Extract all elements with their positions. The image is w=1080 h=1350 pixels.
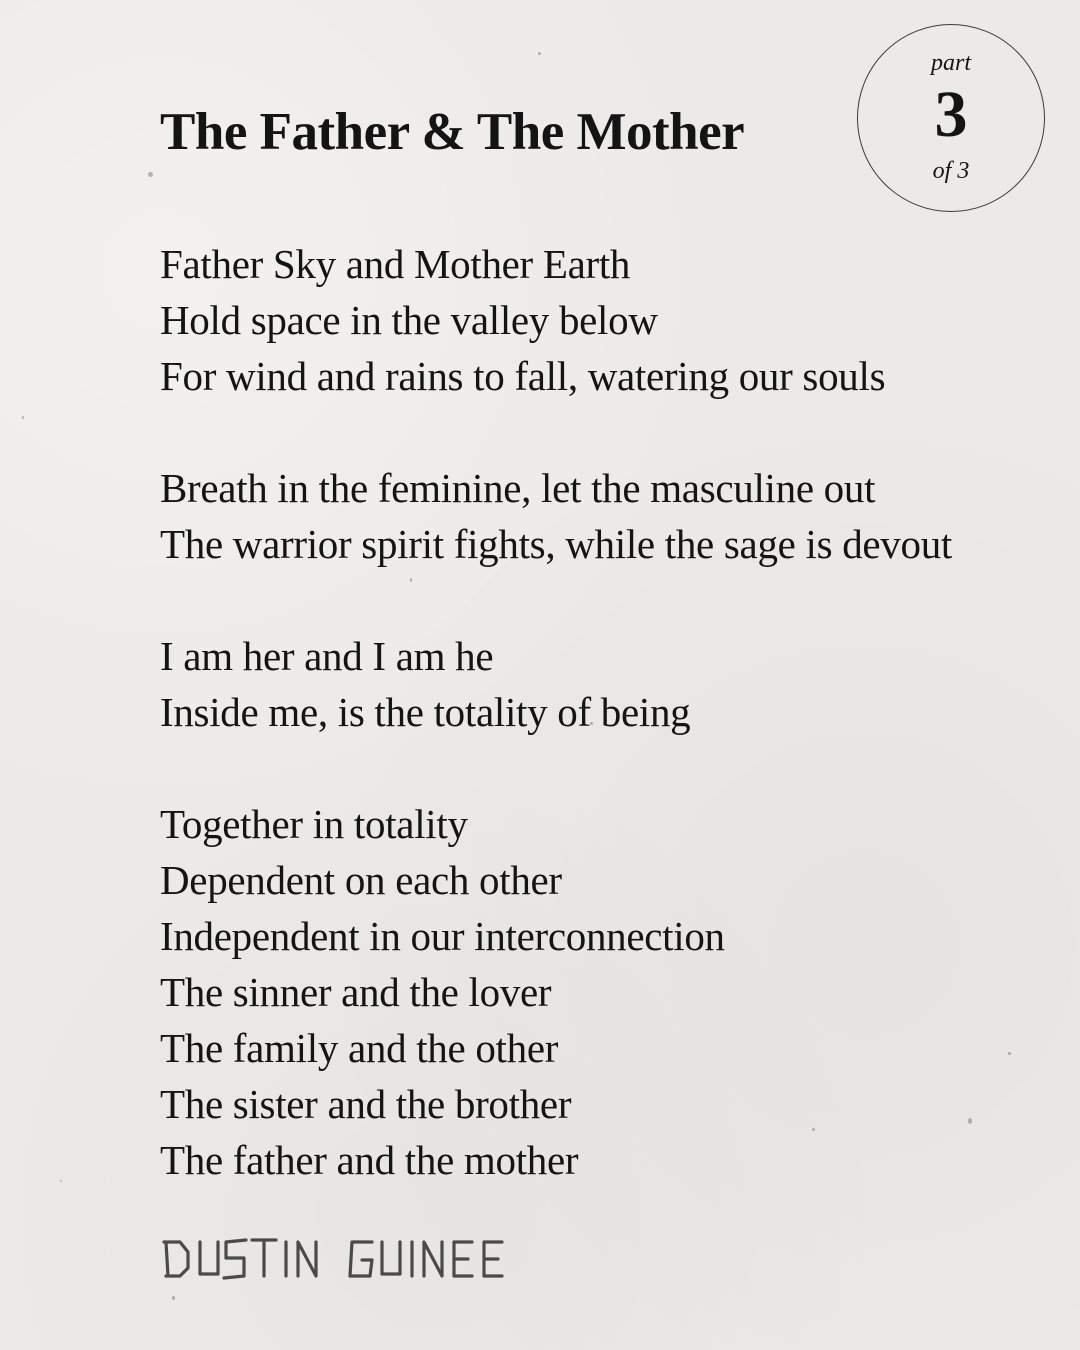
poem-line: The family and the other [160,1025,559,1071]
poem-line: Dependent on each other [160,857,562,903]
poem-line: The sinner and the lover [160,969,552,1015]
poem-line: Father Sky and Mother Earth [160,241,631,287]
part-number: 3 [934,78,968,151]
poem-line: Together in totality [160,801,468,847]
signature-logo [160,1230,520,1290]
poem-body [160,236,1060,1244]
paper-speck [148,172,153,177]
paper-speck [60,1180,62,1182]
poem-line: The father and the mother [160,1137,579,1183]
poem-line: Breath in the feminine, let the masculine out [160,465,876,511]
part-of-total: of 3 [932,158,970,184]
part-badge [857,24,1045,212]
stanza [160,796,1060,1188]
paper-speck [172,1296,175,1300]
poem-line: I am her and I am he [160,633,494,679]
paper-speck [22,416,24,419]
poem-line: For wind and rains to fall, watering our souls [160,353,886,399]
poem-line: The sister and the brother [160,1081,572,1127]
paper-speck [538,52,541,55]
poem-line: Hold space in the valley below [160,297,658,343]
poem-line: Independent in our interconnection [160,913,725,959]
poem-line: Inside me, is the totality of being [160,689,691,735]
poem-line: The warrior spirit fights, while the sage is devout [160,521,952,567]
stanza [160,236,1060,404]
stanza [160,628,1060,740]
poem-title: The Father & The Mother [160,103,745,161]
stanza [160,460,1060,572]
part-word: part [930,50,971,76]
